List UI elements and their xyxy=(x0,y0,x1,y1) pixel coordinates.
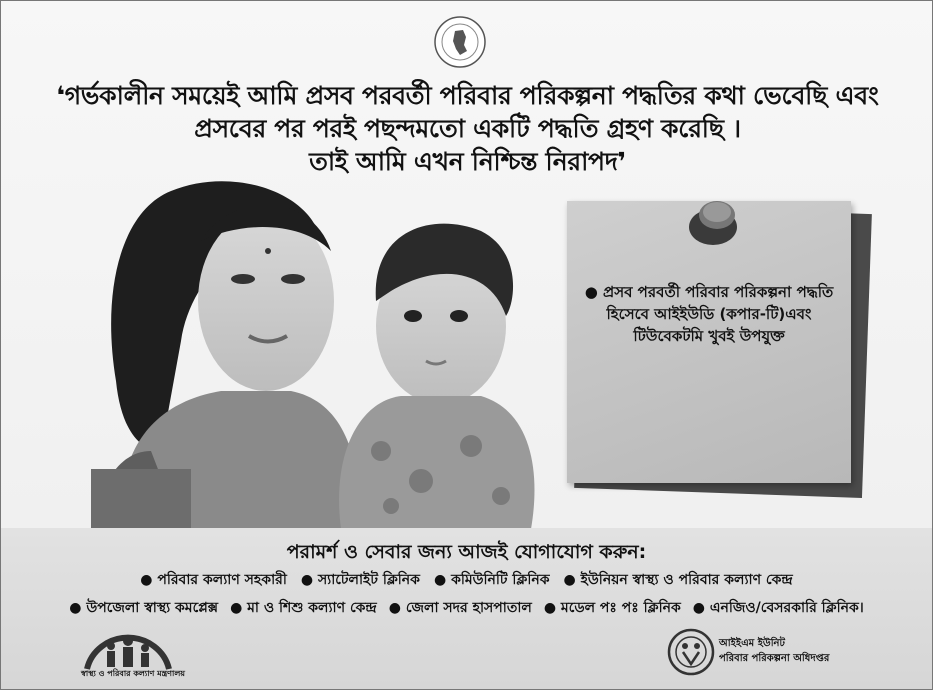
mother-and-baby-photo xyxy=(61,151,561,529)
service-list-row-1 xyxy=(1,568,932,592)
service-item: ● উপজেলা স্বাস্থ্য কমপ্লেক্স xyxy=(69,596,218,620)
service-item: ● এনজিও/বেসরকারি ক্লিনিক। xyxy=(693,596,864,620)
service-item: ● মা ও শিশু কল্যাণ কেন্দ্র xyxy=(230,596,377,620)
contact-band xyxy=(1,528,932,690)
iem-unit-text xyxy=(719,636,829,666)
service-item: ● পরিবার কল্যাণ সহকারী xyxy=(140,568,287,592)
service-item: ● জেলা সদর হাসপাতাল xyxy=(389,596,532,620)
service-item: ● কমিউনিটি ক্লিনিক xyxy=(434,568,550,592)
contact-title: পরামর্শ ও সেবার জন্য আজই যোগাযোগ করুন: xyxy=(286,541,647,563)
iem-unit-logo-icon xyxy=(667,628,715,676)
government-emblem-icon xyxy=(433,15,487,69)
service-item: ● ইউনিয়ন স্বাস্থ্য ও পরিবার কল্যাণ কেন্দ্র xyxy=(564,568,793,592)
note-text: ● প্রসব পরবর্তী পরিবার পরিকল্পনা পদ্ধতি হিসেবে আইইউডি (কপার-টি)এবং টিউবেকটমি খুবই উপযুক্ত xyxy=(584,283,834,345)
ministry-caption: স্বাস্থ্য ও পরিবার কল্যাণ মন্ত্রণালয় xyxy=(81,669,185,678)
quote-line-3: তাই আমি এখন নিশ্চিন্ত নিরাপদ❜ xyxy=(309,147,626,176)
service-item: ● স্যাটেলাইট ক্লিনিক xyxy=(301,568,420,592)
quote-line-1: ❛গর্ভকালীন সময়েই আমি প্রসব পরবর্তী পরিবার পরিকল্পনা পদ্ধতির কথা ভেবেছি এবং xyxy=(56,81,879,110)
iem-unit-line-2: পরিবার পরিকল্পনা অধিদপ্তর xyxy=(719,653,830,664)
push-pin-icon xyxy=(683,193,741,251)
quote-line-2: প্রসবের পর পরই পছন্দমতো একটি পদ্ধতি গ্রহণ করেছি । xyxy=(194,114,741,143)
service-item: ● মডেল পঃ পঃ ক্লিনিক xyxy=(544,596,681,620)
iem-unit-line-1: আইইএম ইউনিট xyxy=(719,638,785,649)
service-list-row-2 xyxy=(1,596,932,620)
